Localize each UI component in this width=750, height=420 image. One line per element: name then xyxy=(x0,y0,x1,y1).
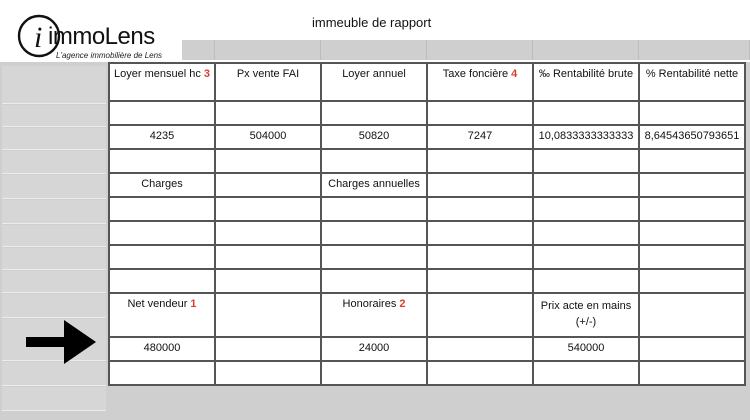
table-cell[interactable] xyxy=(427,149,533,173)
table-cell[interactable] xyxy=(639,361,745,385)
cell-text: 4235 xyxy=(149,130,175,142)
table-cell[interactable] xyxy=(321,63,427,101)
table-cell[interactable] xyxy=(533,361,639,385)
row-header[interactable] xyxy=(2,151,106,174)
table-cell[interactable] xyxy=(427,293,533,337)
footnote-number: 1 xyxy=(190,298,197,310)
right-arrow-icon xyxy=(26,320,98,366)
table-row xyxy=(109,173,745,197)
cell-text: Charges xyxy=(141,178,183,190)
table-cell[interactable] xyxy=(109,269,215,293)
table-cell[interactable] xyxy=(215,221,321,245)
table-cell[interactable] xyxy=(427,63,533,101)
column-header[interactable] xyxy=(533,40,639,60)
table-cell[interactable] xyxy=(639,197,745,221)
column-header[interactable] xyxy=(182,40,215,60)
table-cell[interactable] xyxy=(533,63,639,101)
footnote-number: 2 xyxy=(399,298,406,310)
table-row xyxy=(109,337,745,361)
table-cell[interactable] xyxy=(321,293,427,337)
row-header[interactable] xyxy=(2,271,106,293)
immolens-logo xyxy=(0,0,182,62)
table-row xyxy=(109,125,745,149)
table-cell[interactable] xyxy=(639,63,745,101)
table-cell[interactable] xyxy=(109,101,215,125)
table-cell[interactable] xyxy=(533,101,639,125)
table-cell[interactable] xyxy=(109,245,215,269)
table-cell[interactable] xyxy=(639,293,745,337)
table-cell[interactable] xyxy=(427,269,533,293)
table-cell[interactable] xyxy=(109,125,215,149)
footnote-number: 4 xyxy=(511,68,518,80)
logo-mark xyxy=(0,0,182,62)
table-cell[interactable] xyxy=(533,269,639,293)
table-cell[interactable] xyxy=(533,293,639,337)
table-row xyxy=(109,221,745,245)
row-header[interactable] xyxy=(2,66,106,104)
table-cell[interactable] xyxy=(109,63,215,101)
cell-text: 8,64543650793651 xyxy=(644,130,740,142)
table-row xyxy=(109,269,745,293)
cell-text: 7247 xyxy=(467,130,493,142)
table-cell[interactable] xyxy=(109,293,215,337)
table-cell[interactable] xyxy=(639,149,745,173)
table-cell[interactable] xyxy=(533,125,639,149)
column-header[interactable] xyxy=(321,40,427,60)
row-header[interactable] xyxy=(2,387,106,411)
table-cell[interactable] xyxy=(639,221,745,245)
table-cell[interactable] xyxy=(533,221,639,245)
table-cell[interactable] xyxy=(321,149,427,173)
table-cell[interactable] xyxy=(533,197,639,221)
table-cell[interactable] xyxy=(215,269,321,293)
cell-text: 480000 xyxy=(143,342,181,354)
table-cell[interactable] xyxy=(321,361,427,385)
table-cell[interactable] xyxy=(215,125,321,149)
cell-text: Prix acte en mains (+/-) xyxy=(540,300,632,328)
cell-text: Honoraires xyxy=(342,298,397,310)
table-cell[interactable] xyxy=(533,149,639,173)
table-row xyxy=(109,63,745,101)
table-cell[interactable] xyxy=(427,197,533,221)
table-cell[interactable] xyxy=(427,173,533,197)
row-header[interactable] xyxy=(2,294,106,318)
row-header[interactable] xyxy=(2,225,106,247)
logo-brand-text: immoLens xyxy=(48,23,155,50)
cell-text: Px vente FAI xyxy=(236,68,300,80)
table-cell[interactable] xyxy=(109,337,215,361)
cell-text: Charges annuelles xyxy=(328,178,420,190)
table-cell[interactable] xyxy=(533,337,639,361)
table-cell[interactable] xyxy=(215,149,321,173)
table-cell[interactable] xyxy=(639,101,745,125)
table-cell[interactable] xyxy=(321,221,427,245)
column-header[interactable] xyxy=(215,40,321,60)
cell-text: 10,0833333333333 xyxy=(538,130,634,142)
table-cell[interactable] xyxy=(215,63,321,101)
sheet-title: immeuble de rapport xyxy=(312,15,432,30)
row-header[interactable] xyxy=(2,128,106,150)
footnote-number: 3 xyxy=(203,68,210,80)
table-cell[interactable] xyxy=(639,173,745,197)
cell-text: ‰ Rentabilité brute xyxy=(538,68,634,80)
table-cell[interactable] xyxy=(427,101,533,125)
table-cell[interactable] xyxy=(215,337,321,361)
table-cell[interactable] xyxy=(533,245,639,269)
table-cell[interactable] xyxy=(427,337,533,361)
table-cell[interactable] xyxy=(639,125,745,149)
table-cell[interactable] xyxy=(215,293,321,337)
logo-tagline: L'agence immobilière de Lens xyxy=(56,51,163,60)
column-header[interactable] xyxy=(427,40,533,60)
spreadsheet-area xyxy=(0,62,750,420)
table-cell[interactable] xyxy=(533,173,639,197)
table-cell[interactable] xyxy=(321,269,427,293)
cell-text: 540000 xyxy=(567,342,605,354)
table-cell[interactable] xyxy=(215,173,321,197)
table-cell[interactable] xyxy=(215,101,321,125)
table-cell[interactable] xyxy=(321,173,427,197)
table-row xyxy=(109,197,745,221)
table-cell[interactable] xyxy=(639,337,745,361)
table-cell[interactable] xyxy=(427,245,533,269)
table-cell[interactable] xyxy=(215,361,321,385)
table-cell[interactable] xyxy=(215,197,321,221)
cell-text: Taxe foncière xyxy=(442,68,509,80)
cell-text: Loyer mensuel hc xyxy=(114,68,201,80)
sheet-title-bar xyxy=(182,0,750,41)
row-header[interactable] xyxy=(2,200,106,224)
row-header[interactable] xyxy=(2,175,106,199)
column-header[interactable] xyxy=(639,40,750,60)
row-header[interactable] xyxy=(2,248,106,270)
table-cell[interactable] xyxy=(427,221,533,245)
cell-text: Net vendeur xyxy=(127,298,188,310)
cell-text: % Rentabilité nette xyxy=(645,68,739,80)
table-cell[interactable] xyxy=(321,337,427,361)
table-cell[interactable] xyxy=(321,245,427,269)
cell-text: 504000 xyxy=(249,130,287,142)
table-cell[interactable] xyxy=(427,361,533,385)
table-cell[interactable] xyxy=(109,173,215,197)
table-cell[interactable] xyxy=(215,245,321,269)
data-table xyxy=(108,62,746,386)
table-cell[interactable] xyxy=(427,125,533,149)
table-cell[interactable] xyxy=(639,269,745,293)
table-row xyxy=(109,361,745,385)
cell-text: 24000 xyxy=(358,342,390,354)
table-cell[interactable] xyxy=(109,197,215,221)
table-cell[interactable] xyxy=(639,245,745,269)
table-cell[interactable] xyxy=(321,101,427,125)
table-cell[interactable] xyxy=(109,149,215,173)
cell-text: Loyer annuel xyxy=(342,68,406,80)
table-row xyxy=(109,149,745,173)
table-cell[interactable] xyxy=(109,361,215,385)
table-cell[interactable] xyxy=(321,197,427,221)
cell-text: 50820 xyxy=(358,130,390,142)
table-row xyxy=(109,245,745,269)
table-cell[interactable] xyxy=(321,125,427,149)
table-row xyxy=(109,293,745,337)
table-cell[interactable] xyxy=(109,221,215,245)
svg-text:i: i xyxy=(34,21,43,54)
table-row xyxy=(109,101,745,125)
row-header[interactable] xyxy=(2,105,106,127)
